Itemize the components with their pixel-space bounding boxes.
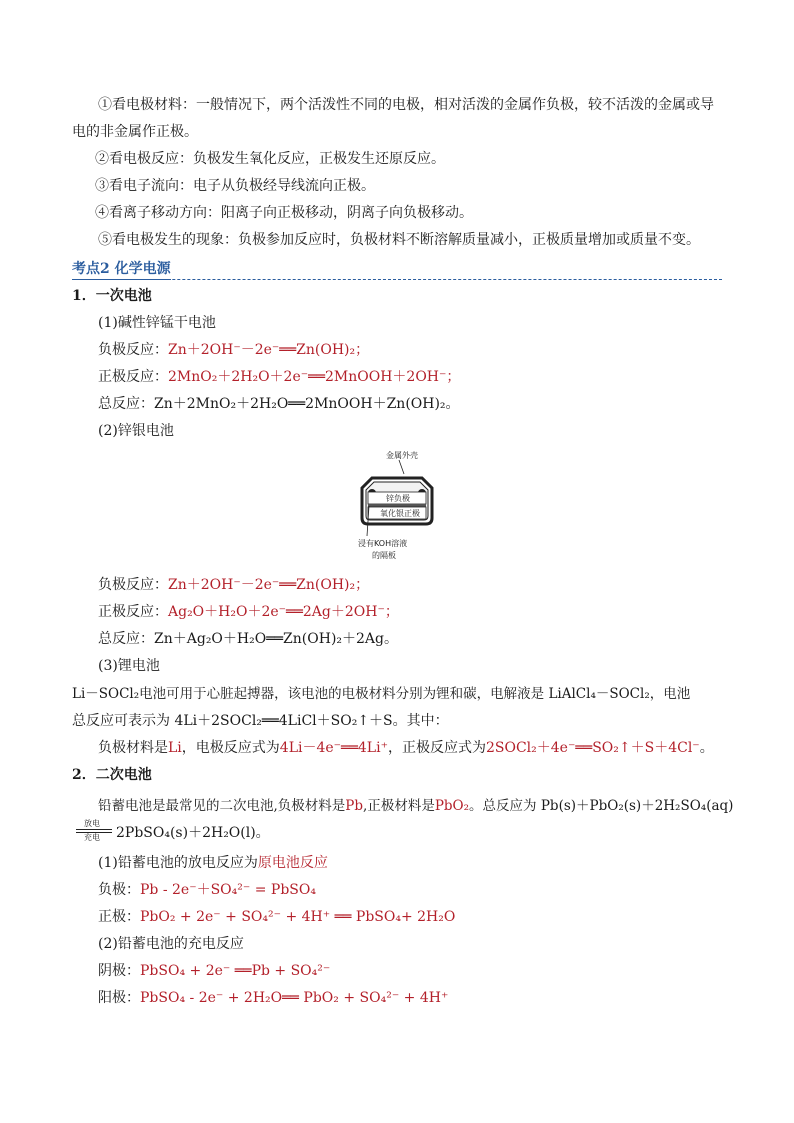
zinc-silver-battery-diagram [352,448,442,566]
text: 。总反应为 Pb(s)＋PbO₂(s)＋2H₂SO₄(aq) [469,798,734,814]
text: ，正极反应式为 [387,740,486,756]
label: 正极反应： [98,604,168,620]
lithium-desc-2: 总反应可表示为 4Li＋2SOCl₂══4LiCl＋SO₂↑＋S。其中： [72,713,449,729]
charge-anode [0,988,794,1008]
zinc-silver-positive [0,602,794,622]
lithium-answers [0,738,794,758]
discharge-title [0,853,794,873]
label: 负极反应： [98,342,168,358]
lead-acid-intro-2 [0,819,794,843]
text: ,正极材料是 [363,798,435,814]
label: 正极反应： [98,369,168,385]
text: 2PbSO₄(s)＋2H₂O(l)。 [116,825,270,841]
text: 负极材料是 [98,740,168,756]
label: 阴极： [98,963,140,979]
text: (1)铅蓄电池的放电反应为 [98,855,258,871]
zinc-silver-negative [0,575,794,595]
positive-equation: 2SOCl₂＋4e⁻══SO₂↑＋S＋4Cl⁻ [485,740,700,756]
equation: Pb - 2e⁻＋SO₄²⁻ = PbSO₄ [140,882,316,898]
label-separator-line1: 浸有KOH溶液 [358,539,408,548]
discharge-negative [0,880,794,900]
lithium-title: (3)锂电池 [98,658,160,674]
equation: Zn＋2OH⁻－2e⁻══Zn(OH)₂； [168,577,370,593]
alkaline-title: (1)碱性锌锰干电池 [98,315,216,331]
negative-material: Li [168,740,182,756]
label: 负极： [98,882,140,898]
primary-heading: 1．一次电池 [72,288,152,304]
label: 负极反应： [98,577,168,593]
criterion-3: ③看电子流向：电子从负极经导线流向正极。 [95,178,375,194]
section-divider [72,279,722,280]
equation: PbSO₄ + 2e⁻ ══Pb + SO₄²⁻ [140,963,331,979]
equation: Zn＋2OH⁻－2e⁻══Zn(OH)₂； [168,342,370,358]
charge-title: (2)铅蓄电池的充电反应 [98,936,244,952]
text: ，电极反应式为 [181,740,280,756]
negative-equation: 4Li－4e⁻══4Li⁺ [279,740,388,756]
alkaline-total: 总反应：Zn＋2MnO₂＋2H₂O══2MnOOH＋Zn(OH)₂。 [98,396,460,412]
label-metal-shell: 金属外壳 [386,451,418,460]
equation: PbO₂ + 2e⁻ + SO₄²⁻ + 4H⁺ ══ PbSO₄+ 2H₂O [140,909,456,925]
negative-material: Pb [345,798,364,814]
answer: 原电池反应 [257,855,328,871]
positive-material: PbO₂ [434,798,470,814]
label-separator-line2: 的隔板 [372,551,396,560]
alkaline-positive [0,367,794,387]
arrow-label-discharge: 放电 [84,819,100,828]
reversible-arrow [72,819,116,843]
criterion-4: ④看离子移动方向：阳离子向正极移动，阴离子向负极移动。 [95,205,473,221]
lithium-desc-1: Li－SOCl₂电池可用于心脏起搏器，该电池的电极材料分别为锂和碳，电解液是 LiAlCl₄－SOCl₂，电池 [72,686,691,702]
text: 铅蓄电池是最常见的二次电池,负极材料是 [98,798,346,814]
label: 阳极： [98,990,140,1006]
lead-acid-intro [0,796,794,816]
zinc-silver-total: 总反应：Zn＋Ag₂O＋H₂O══Zn(OH)₂＋2Ag。 [98,631,399,647]
secondary-heading: 2．二次电池 [72,767,152,783]
criterion-1a: ①看电极材料：一般情况下，两个活泼性不同的电极，相对活泼的金属作负极，较不活泼的金属或导 [98,97,714,113]
label-zinc-anode: 锌负极 [386,494,410,503]
equation: PbSO₄ - 2e⁻ + 2H₂O══ PbO₂ + SO₄²⁻ + 4H⁺ [140,990,449,1006]
arrow-label-charge: 充电 [84,833,100,842]
label: 正极： [98,909,140,925]
text: 。 [699,740,714,756]
discharge-positive [0,907,794,927]
charge-cathode [0,961,794,981]
zinc-silver-title: (2)锌银电池 [98,423,174,439]
criterion-2: ②看电极反应：负极发生氧化反应，正极发生还原反应。 [95,151,445,167]
section-title: 考点2 化学电源 [72,258,171,280]
criterion-5: ⑤看电极发生的现象：负极参加反应时，负极材料不断溶解质量减小，正极质量增加或质量不变。 [98,232,700,248]
criterion-1b: 电的非金属作正极。 [72,124,198,140]
equation: 2MnO₂＋2H₂O＋2e⁻══2MnOOH＋2OH⁻； [168,369,461,385]
alkaline-negative [0,340,794,360]
equation: Ag₂O＋H₂O＋2e⁻══2Ag＋2OH⁻； [168,604,399,620]
label-silver-oxide-cathode: 氧化银正极 [380,509,420,518]
